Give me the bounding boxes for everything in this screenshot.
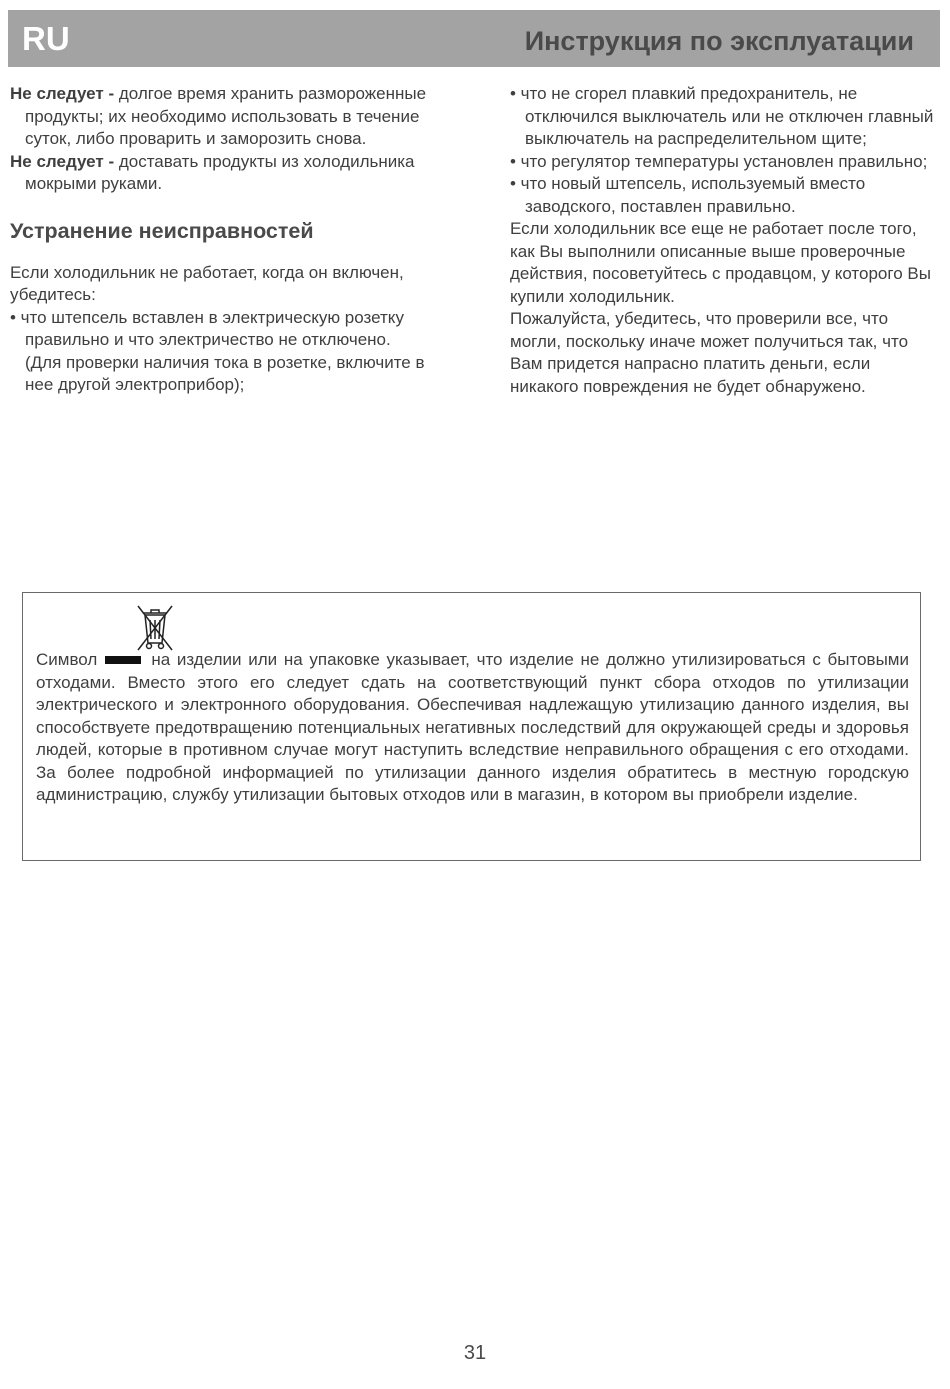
- document-title: Инструкция по эксплуатации: [524, 26, 914, 56]
- check-item: • что не сгорел плавкий предохранитель, не отключился выключатель или не отключен главный выключатель на распределительном щите;: [510, 84, 934, 148]
- symbol-word: Символ: [36, 650, 98, 669]
- language-code: RU: [22, 20, 70, 57]
- advice-paragraph: Если холодильник все еще не работает после того, как Вы выполнили описанные выше проверочные действия, посоветуйтесь с продавцом, у которого Вы купили холодильник.: [510, 219, 931, 306]
- crossed-out-wheelie-bin-icon: [135, 603, 175, 653]
- page-header: [8, 10, 940, 67]
- advice-paragraph: Пожалуйста, убедитесь, что проверили все, что могли, поскольку иначе может получиться так, что Вам придется напрасно платить деньги, если никакого повреждения не будет обнаружено.: [510, 309, 909, 396]
- troubleshooting-intro: Если холодильник не работает, когда он включен, убедитесь:: [10, 262, 404, 304]
- check-item: • что штепсель вставлен в электрическую розетку правильно и что электричество не отключено. (Для проверки наличия тока в розетке, включите в нее другой электроприбор);: [10, 307, 425, 394]
- warning-label: Не следует -: [10, 84, 115, 103]
- black-bar-icon: [105, 656, 141, 664]
- right-column: [510, 83, 935, 398]
- section-heading: Устранение неисправностей: [10, 218, 314, 243]
- warning-item: [10, 83, 430, 151]
- check-item: • что новый штепсель, используемый вместо заводского, поставлен правильно.: [510, 174, 866, 216]
- warning-text: долгое время хранить размороженные продукты; их необходимо использовать в течение суток, либо проварить и заморозить снова.: [25, 84, 427, 148]
- warning-text: доставать продукты из холодильника мокрыми руками.: [25, 151, 415, 193]
- check-item: • что регулятор температуры установлен правильно;: [510, 151, 928, 171]
- notice-body: на изделии или на упаковке указывает, что изделие не должно утилизироваться с бытовыми отходами. Вместо этого его следует сдать на соответствующий пункт сбора отходов по утилизации электрического и электронного оборудования. Обеспечивая надлежащую утилизацию данного изделия, вы способствуете предотвращению потенциальных негативных последствий для окружающей среды и здоровья людей, которые в противном случае могут наступить вследствие неправильного обращения с его отходами. За более подробной информацией по утилизации данного изделия обратитесь в местную городскую администрацию, службу утилизации бытовых отходов или в магазин, в котором вы приобрели изделие.: [36, 650, 909, 804]
- left-column: [10, 83, 430, 397]
- page-number: 31: [463, 1342, 487, 1364]
- warning-label: Не следует -: [10, 151, 115, 171]
- warning-item: [10, 151, 430, 196]
- disposal-notice-box: [22, 592, 921, 861]
- disposal-notice-text: [36, 649, 909, 807]
